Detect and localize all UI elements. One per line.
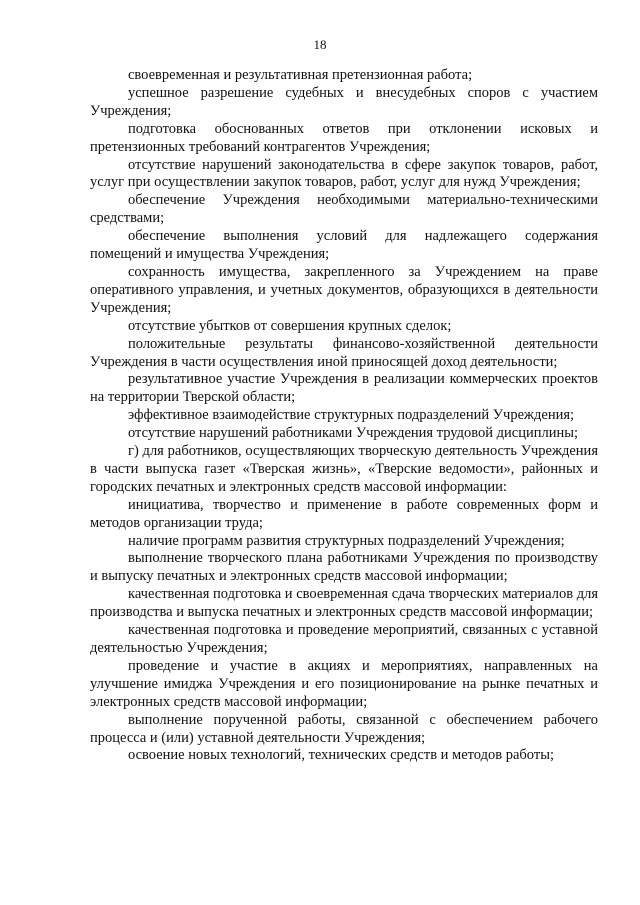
paragraph-7: сохранность имущества, закрепленного за Учреждением на праве оперативного управления, и учетных документов, образующихся в деятельности Учреждения; bbox=[90, 263, 598, 316]
paragraph-2: успешное разрешение судебных и внесудебных споров с участием Учреждения; bbox=[90, 84, 598, 119]
page-number: 18 bbox=[313, 37, 327, 52]
paragraph-4: отсутствие нарушений законодательства в сфере закупок товаров, работ, услуг при осуществлении закупок товаров, работ, услуг для нужд Учреждения; bbox=[90, 156, 598, 191]
paragraph-13: г) для работников, осуществляющих творческую деятельность Учреждения в части выпуска газет «Тверская жизнь», «Тверские ведомости», районных и городских печатных и электронных средств массовой информации: bbox=[90, 443, 598, 495]
paragraph-5: обеспечение Учреждения необходимыми материально-техническими средствами; bbox=[90, 192, 598, 227]
paragraph-1: своевременная и результативная претензионная работа; bbox=[128, 67, 473, 83]
paragraph-21: освоение новых технологий, технических средств и методов работы; bbox=[128, 747, 554, 764]
paragraph-14: инициатива, творчество и применение в работе современных форм и методов организации труда; bbox=[90, 496, 598, 531]
document-body bbox=[90, 67, 598, 765]
paragraph-16: выполнение творческого плана работниками Учреждения по производству и выпуску печатных и электронных средств массовой информации; bbox=[90, 550, 598, 585]
paragraph-19: проведение и участие в акциях и мероприятиях, направленных на улучшение имиджа Учреждения и его позиционирование на рынке печатных и электронных средств массовой информации; bbox=[90, 657, 598, 710]
paragraph-12: отсутствие нарушений работниками Учреждения трудовой дисциплины; bbox=[128, 425, 579, 442]
paragraph-17: качественная подготовка и своевременная сдача творческих материалов для производства и выпуска печатных и электронных средств массовой информации; bbox=[90, 586, 598, 621]
paragraph-20: выполнение порученной работы, связанной с обеспечением рабочего процесса и (или) уставной деятельности Учреждения; bbox=[90, 711, 598, 746]
paragraph-9: положительные результаты финансово-хозяйственной деятельности Учреждения в части осуществления иной приносящей доход деятельности; bbox=[90, 335, 598, 370]
paragraph-18: качественная подготовка и проведение мероприятий, связанных с уставной деятельностью Учреждения; bbox=[90, 622, 598, 656]
paragraph-3: подготовка обоснованных ответов при отклонении исковых и претензионных требований контрагентов Учреждения; bbox=[90, 120, 598, 155]
paragraph-11: эффективное взаимодействие структурных подразделений Учреждения; bbox=[128, 407, 575, 424]
paragraph-10: результативное участие Учреждения в реализации коммерческих проектов на территории Тверской области; bbox=[90, 371, 598, 406]
paragraph-8: отсутствие убытков от совершения крупных сделок; bbox=[128, 317, 452, 334]
paragraph-6: обеспечение выполнения условий для надлежащего содержания помещений и имущества Учреждения; bbox=[90, 228, 598, 263]
paragraph-15: наличие программ развития структурных подразделений Учреждения; bbox=[128, 532, 565, 549]
